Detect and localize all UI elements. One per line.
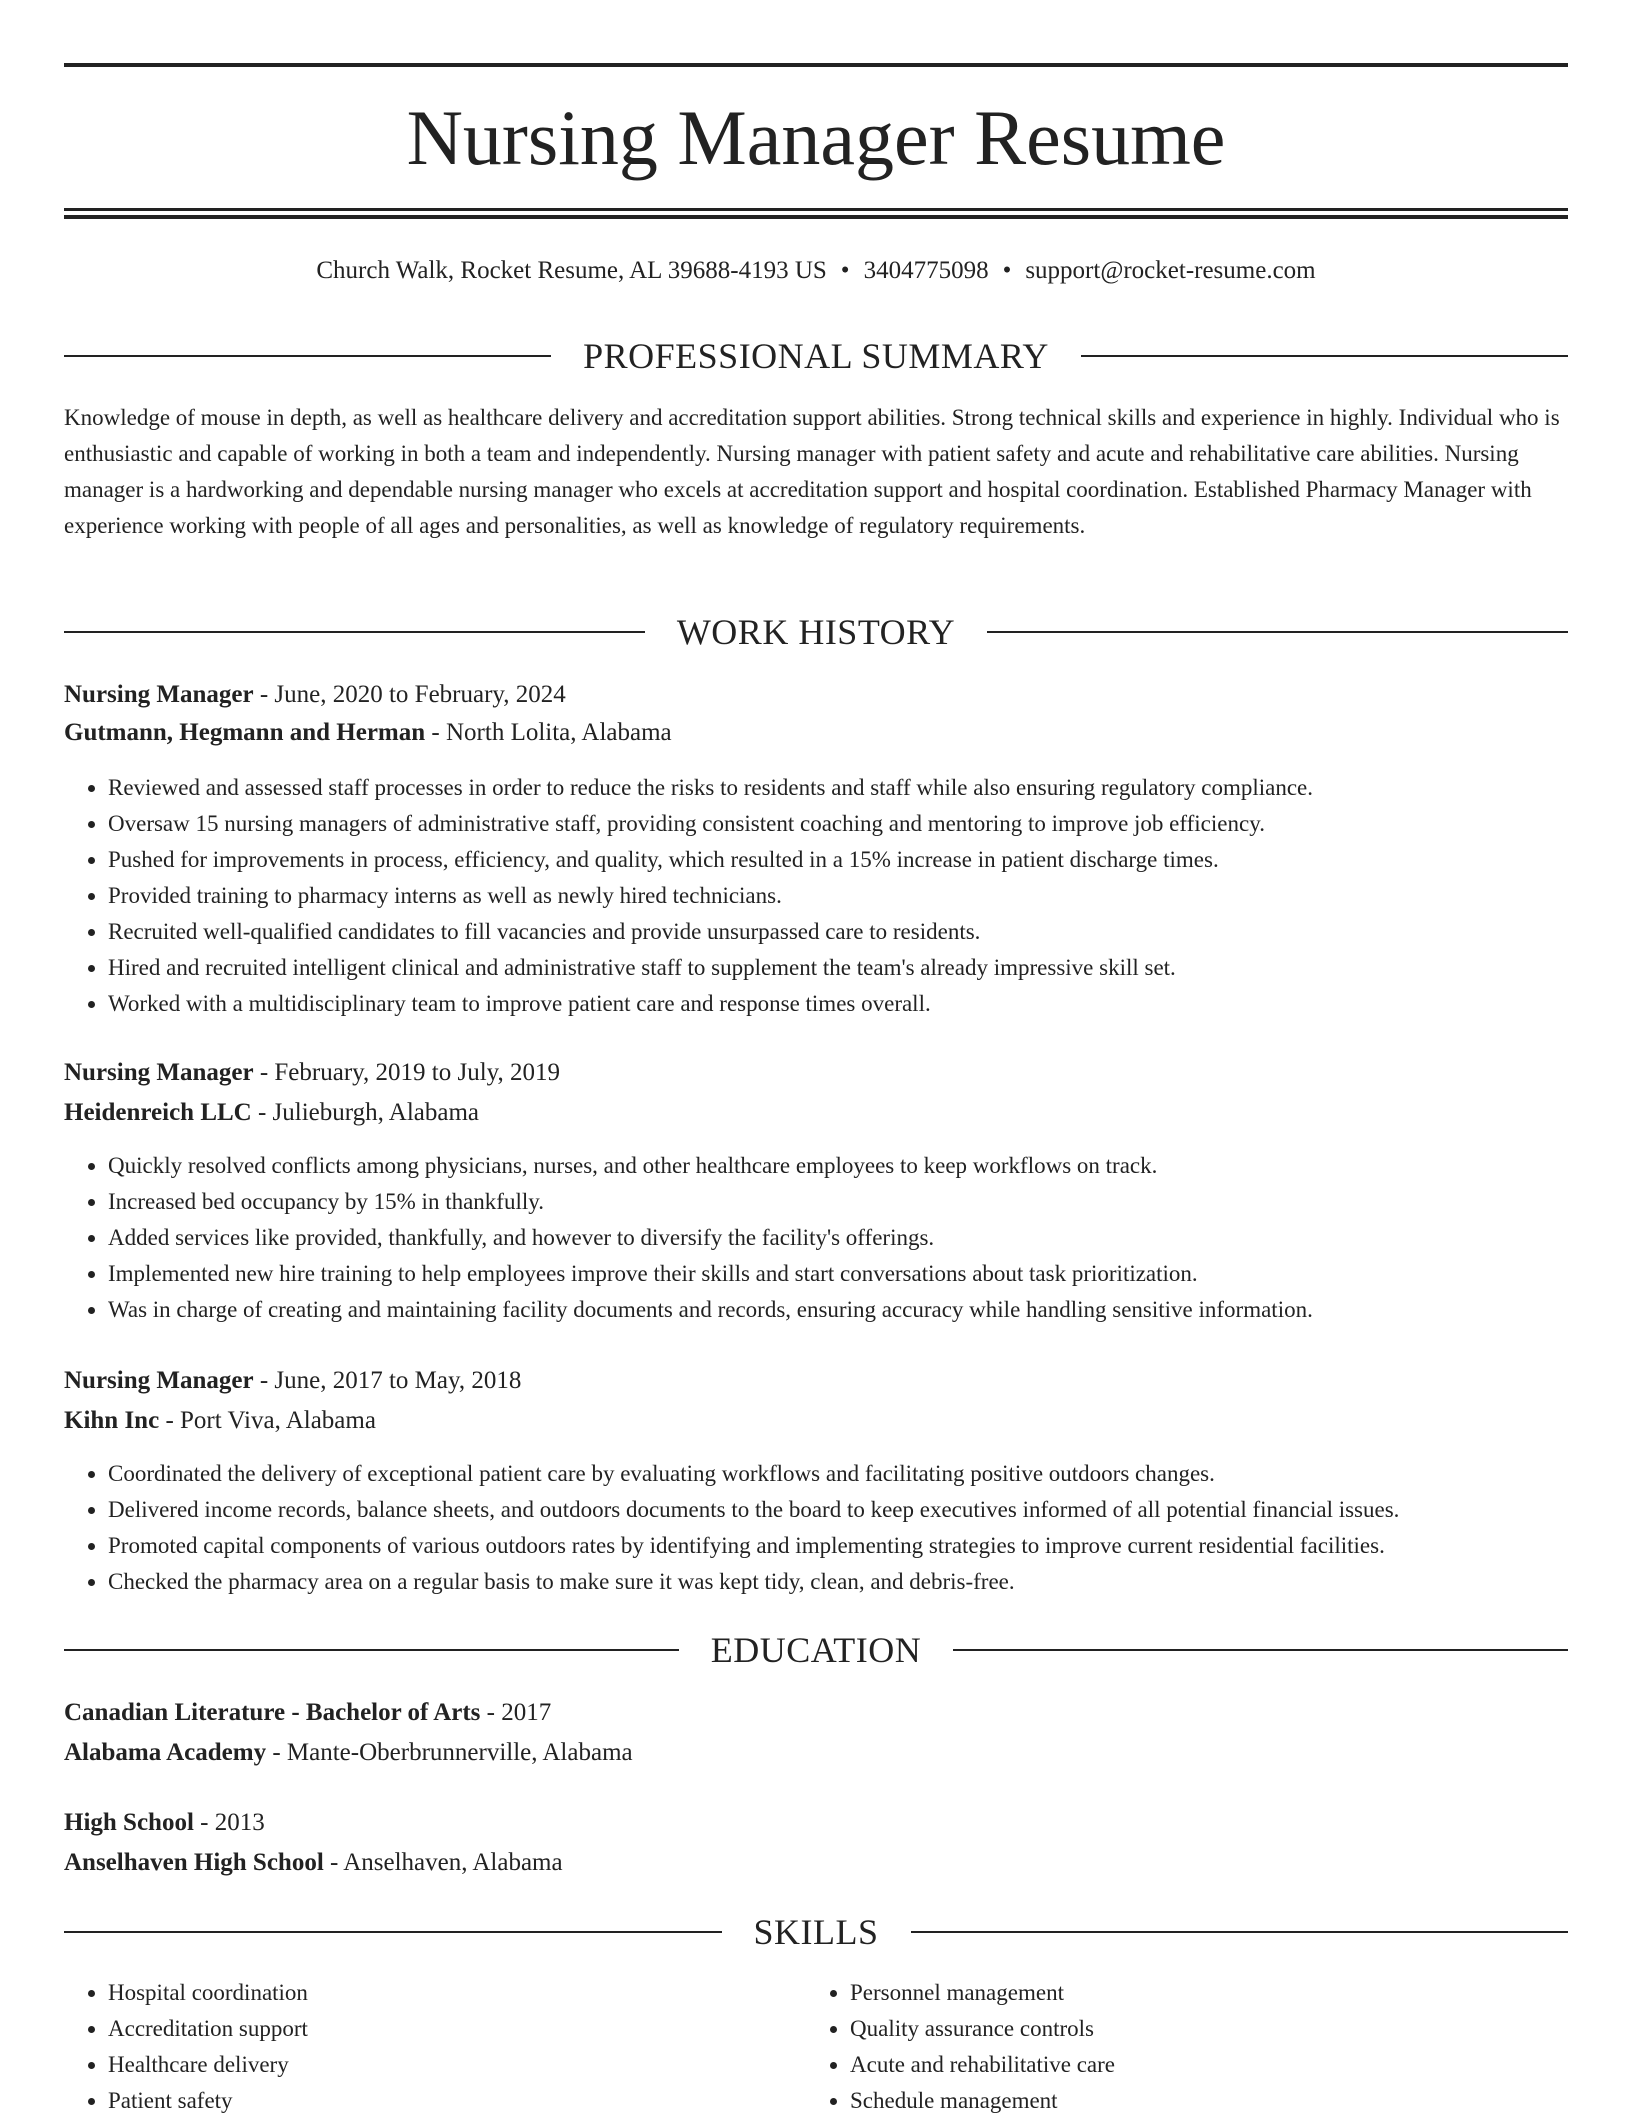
education-year: - 2013 [193,1809,265,1836]
list-item: • Worked with a multidisciplinary team to improve patient care and response times overall. [108,986,1612,1022]
list-item: • Coordinated the delivery of exceptional patient care by evaluating workflows and facilitating positive outdoors changes. [108,1456,1612,1492]
job-title: Nursing Manager [64,1059,254,1086]
list-item: • Hired and recruited intelligent clinical and administrative staff to supplement the team's already impressive skill set. [108,950,1612,986]
job-bullets [64,770,1612,1022]
section-rule [953,1649,1568,1651]
education-year: - 2017 [480,1699,552,1726]
education-school: Alabama Academy [64,1739,267,1766]
title-rule-upper [64,208,1568,211]
list-item: • Promoted capital components of various outdoors rates by identifying and implementing strategies to improve current residential facilities. [108,1528,1612,1564]
skill-item: • Schedule management [850,2083,1550,2119]
section-title: EDUCATION [710,1630,922,1670]
contact-phone: 3404775098 [863,257,989,284]
section-rule [987,631,1568,633]
skill-item: • Acute and rehabilitative care [850,2047,1550,2083]
list-item: • Increased bed occupancy by 15% in thankfully. [108,1184,1612,1220]
job-dates: - February, 2019 to July, 2019 [253,1059,561,1086]
skills-list-left [64,1975,808,2119]
top-rule [64,63,1568,67]
summary-text: Knowledge of mouse in depth, as well as healthcare delivery and accreditation support abilities. Strong technical skills and experience in highly. Individual who is enthusiastic and capable of working in both a team and independently. Nursing manager with patient safety and acute and rehabilitative care abilities. Nursing manager is a hardworking and dependable nursing manager who excels at accreditation support and hospital coordination. Established Pharmacy Manager with experience working with people of all ages and personalities, as well as knowledge of regulatory requirements. [64,405,1560,538]
page-title: Nursing Manager Resume [406,94,1226,181]
job-title-line [64,678,1568,712]
section-header-work-history [64,610,1568,654]
skill-item: • Healthcare delivery [108,2047,808,2083]
education-location: - Mante-Oberbrunnerville, Alabama [266,1739,633,1766]
section-header-skills [64,1910,1568,1954]
list-item: • Recruited well-qualified candidates to fill vacancies and provide unsurpassed care to residents. [108,914,1612,950]
section-rule [911,1931,1569,1933]
section-rule [64,355,551,357]
job-title: Nursing Manager [64,681,254,708]
section-rule [64,1931,722,1933]
skill-item: • Hospital coordination [108,1975,808,2011]
job-location: - Julieburgh, Alabama [251,1099,480,1126]
section-rule [64,631,645,633]
section-rule [1081,355,1568,357]
skills-list-right [806,1975,1550,2119]
section-title: PROFESSIONAL SUMMARY [583,336,1049,376]
section-title: SKILLS [753,1912,879,1952]
job-company-line [64,1096,1568,1130]
list-item: • Added services like provided, thankfully, and however to diversify the facility's offerings. [108,1220,1612,1256]
list-item: • Reviewed and assessed staff processes in order to reduce the risks to residents and staff while also ensuring regulatory compliance. [108,770,1612,806]
section-rule [64,1649,679,1651]
list-item: • Provided training to pharmacy interns as well as newly hired technicians. [108,878,1612,914]
job-dates: - June, 2020 to February, 2024 [253,681,566,708]
title-rule-lower [64,215,1568,219]
job-title: Nursing Manager [64,1367,254,1394]
job-company: Kihn Inc [64,1407,160,1434]
contact-separator: • [840,257,850,284]
education-school-line [64,1846,1568,1880]
section-title: WORK HISTORY [676,612,956,652]
section-header-education [64,1628,1568,1672]
section-header-summary [64,334,1568,378]
job-bullets [64,1456,1612,1600]
contact-line [64,255,1568,287]
list-item: • Was in charge of creating and maintaining facility documents and records, ensuring accuracy while handling sensitive information. [108,1292,1612,1328]
job-location: - North Lolita, Alabama [425,719,672,746]
list-item: • Delivered income records, balance sheets, and outdoors documents to the board to keep executives informed of all potential financial issues. [108,1492,1612,1528]
job-title-line [64,1364,1568,1398]
list-item: • Checked the pharmacy area on a regular basis to make sure it was kept tidy, clean, and debris-free. [108,1564,1612,1600]
job-company: Heidenreich LLC [64,1099,252,1126]
education-location: - Anselhaven, Alabama [323,1849,563,1876]
education-degree: Canadian Literature - Bachelor of Arts [64,1699,481,1726]
skill-item: • Accreditation support [108,2011,808,2047]
contact-email: support@rocket-resume.com [1025,257,1316,284]
list-item: • Implemented new hire training to help employees improve their skills and start conversations about task prioritization. [108,1256,1612,1292]
skill-item: • Patient safety [108,2083,808,2119]
education-school-line [64,1736,1568,1770]
education-degree-line [64,1696,1568,1730]
job-location: - Port Viva, Alabama [159,1407,376,1434]
job-title-line [64,1056,1568,1090]
job-company-line [64,1404,1568,1438]
contact-address: Church Walk, Rocket Resume, AL 39688-4193 US [316,257,827,284]
list-item: • Oversaw 15 nursing managers of administrative staff, providing consistent coaching and mentoring to improve job efficiency. [108,806,1612,842]
list-item: • Quickly resolved conflicts among physicians, nurses, and other healthcare employees to keep workflows on track. [108,1148,1612,1184]
education-degree-line [64,1806,1568,1840]
job-dates: - June, 2017 to May, 2018 [253,1367,522,1394]
job-company-line [64,716,1568,750]
contact-separator: • [1002,257,1012,284]
skill-item: • Quality assurance controls [850,2011,1550,2047]
skill-item: • Personnel management [850,1975,1550,2011]
job-company: Gutmann, Hegmann and Herman [64,719,426,746]
education-school: Anselhaven High School [64,1849,324,1876]
education-degree: High School [64,1809,194,1836]
job-bullets [64,1148,1612,1328]
list-item: • Pushed for improvements in process, efficiency, and quality, which resulted in a 15% increase in patient discharge times. [108,842,1612,878]
